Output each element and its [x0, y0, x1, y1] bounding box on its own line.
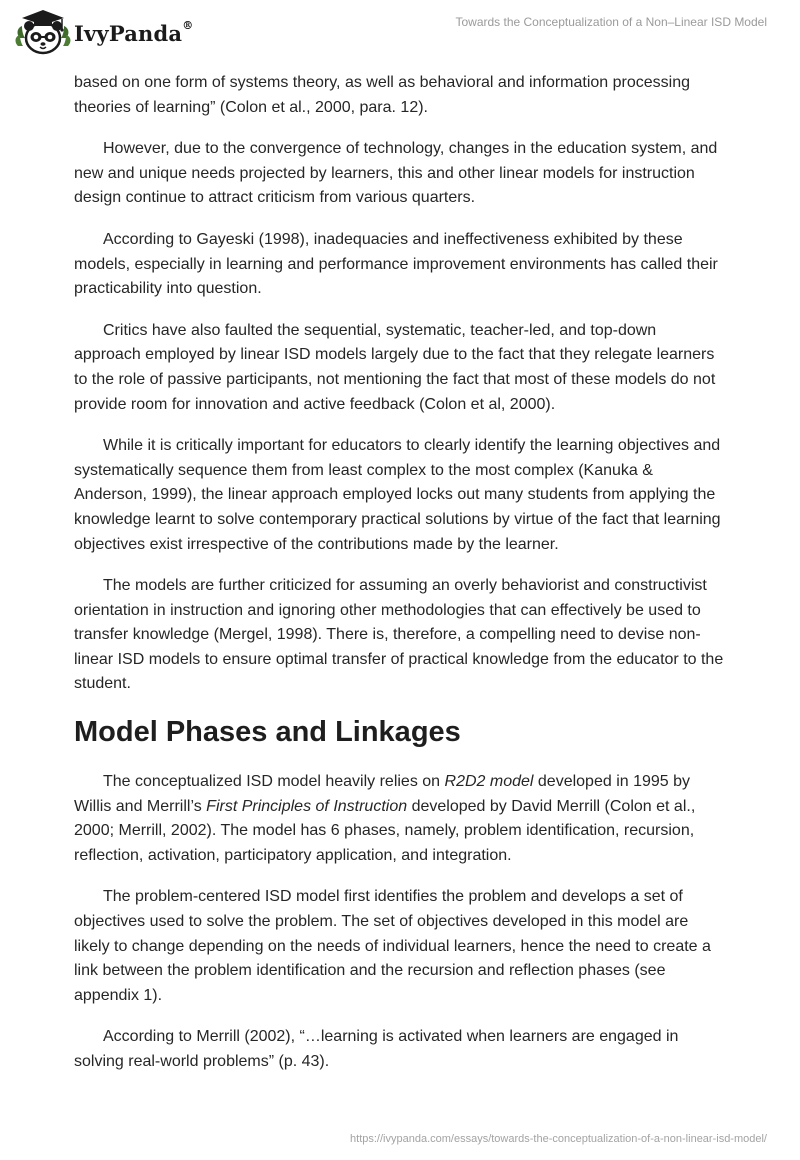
- section-heading: Model Phases and Linkages: [74, 716, 461, 749]
- page-header: [0, 0, 800, 62]
- paragraph: According to Gayeski (1998), inadequacies and ineffectiveness exhibited by these models, especially in learning and performance improvement environments has called their practicability into question.: [74, 230, 718, 298]
- essay-body: [74, 71, 726, 1092]
- ivypanda-logo[interactable]: [14, 8, 193, 58]
- emphasis-first-principles: First Principles of Instruction: [206, 797, 408, 815]
- emphasis-r2d2: R2D2 model: [444, 773, 534, 791]
- paragraph: While it is critically important for educators to clearly identify the learning objectives and systematically sequence them from least complex to the most complex (Kanuka & Anderson, 1999), the linear approach employed locks out many students from applying the knowledge learnt to solve contemporary practical solutions by virtue of the fact that learning objectives exist irrespective of the contributions made by the learner.: [74, 437, 721, 553]
- panda-graduate-icon: [14, 8, 72, 58]
- paragraph: The conceptualized ISD model heavily relies on R2D2 model developed in 1995 by Willis and Merrill’s First Principles of Instruction developed by David Merrill (Colon et al., 2000; Merrill, 2002). The model has 6 phases, namely, problem identification, recursion, reflection, activation, participatory application, and integration.: [74, 773, 696, 864]
- logo-wordmark: IvyPanda®: [74, 18, 194, 46]
- paragraph-continuation: based on one form of systems theory, as well as behavioral and information processing theories of learning” (Colon et al., 2000, para. 12).: [74, 74, 691, 116]
- paragraph: The models are further criticized for assuming an overly behaviorist and constructivist orientation in instruction and ignoring other methodologies that can effectively be used to transfer knowledge (Mergel, 1998). There is, therefore, a compelling need to devise non-linear ISD models to ensure optimal transfer of practical knowledge from the educator to the student.: [74, 577, 724, 693]
- paragraph: According to Merrill (2002), “…learning is activated when learners are engaged in solving real-world problems” (p. 43).: [74, 1028, 679, 1070]
- paragraph: However, due to the convergence of technology, changes in the education system, and new and unique needs projected by learners, this and other linear models for instruction design continue to attract criticism from various quarters.: [74, 140, 718, 207]
- paragraph: The problem-centered ISD model first identifies the problem and develops a set of objectives used to solve the problem. The set of objectives developed in this model are likely to change depending on the needs of individual learners, hence the need to create a link between the problem identification and the recursion and reflection phases (see appendix 1).: [74, 888, 711, 1004]
- source-url[interactable]: https://ivypanda.com/essays/towards-the-conceptualization-of-a-non-linear-isd-model/: [350, 1133, 767, 1145]
- paragraph: Critics have also faulted the sequential, systematic, teacher-led, and top-down approach employed by linear ISD models largely due to the fact that they relegate learners to the role of passive participants, not mentioning the fact that most of these models do not provide room for innovation and active feedback (Colon et al, 2000).: [74, 321, 716, 413]
- document-title: Towards the Conceptualization of a Non–Linear ISD Model: [455, 15, 767, 29]
